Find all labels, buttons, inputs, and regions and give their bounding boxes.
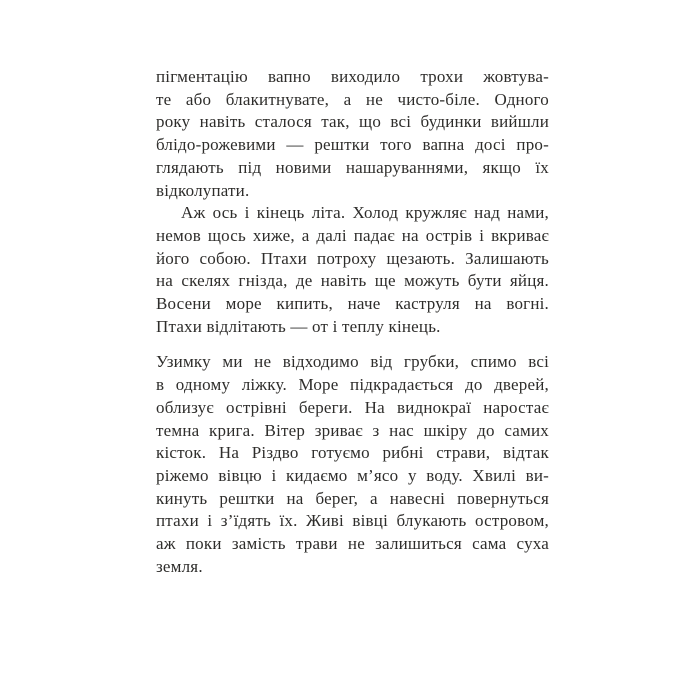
- text-line: Птахи відлітають — от і теплу кінець.: [156, 316, 441, 336]
- text-line: блідо-рожевими — рештки того вапна досі про-: [156, 135, 549, 155]
- paragraph: [156, 351, 549, 578]
- text-line: темна крига. Вітер зриває з нас шкіру до самих: [156, 420, 549, 440]
- text-line: в одному ліжку. Море підкрадається до дверей,: [156, 375, 549, 395]
- text-line: ріжемо вівцю і кидаємо м’ясо у воду. Хвилі ви-: [156, 465, 549, 485]
- text-line: птахи і з’їдять їх. Живі вівці блукають островом,: [156, 511, 549, 531]
- text-line: року навіть сталося так, що всі будинки вийшли: [156, 112, 549, 132]
- paragraph: [156, 66, 549, 202]
- page-text: [156, 66, 549, 578]
- text-line: Узимку ми не відходимо від грубки, спимо всі: [156, 352, 549, 372]
- text-line: облизує острівні береги. На виднокраї наростає: [156, 397, 549, 417]
- text-line: кинуть рештки на берег, а навесні повернуться: [156, 488, 549, 508]
- text-line: земля.: [156, 556, 203, 576]
- text-line: кісток. На Різдво готуємо рибні страви, відтак: [156, 443, 549, 463]
- text-line: Аж ось і кінець літа. Холод кружляє над нами,: [181, 203, 549, 223]
- text-line: аж поки замість трави не залишиться сама суха: [156, 534, 549, 554]
- text-line: немов щось хиже, а далі падає на острів і вкриває: [156, 225, 549, 245]
- paragraph: [156, 202, 549, 338]
- text-line: пігментацію вапно виходило трохи жовтува-: [156, 67, 549, 86]
- text-line: глядають під новими нашаруваннями, якщо їх: [156, 157, 549, 177]
- text-line: Восени море кипить, наче каструля на вогні.: [156, 294, 549, 314]
- text-line: його собою. Птахи потроху щезають. Залишають: [156, 248, 549, 268]
- text-line: на скелях гнізда, де навіть ще можуть бути яйця.: [156, 271, 549, 291]
- text-line: те або блакитнувате, а не чисто-біле. Одного: [156, 89, 549, 109]
- text-line: відколупати.: [156, 180, 250, 200]
